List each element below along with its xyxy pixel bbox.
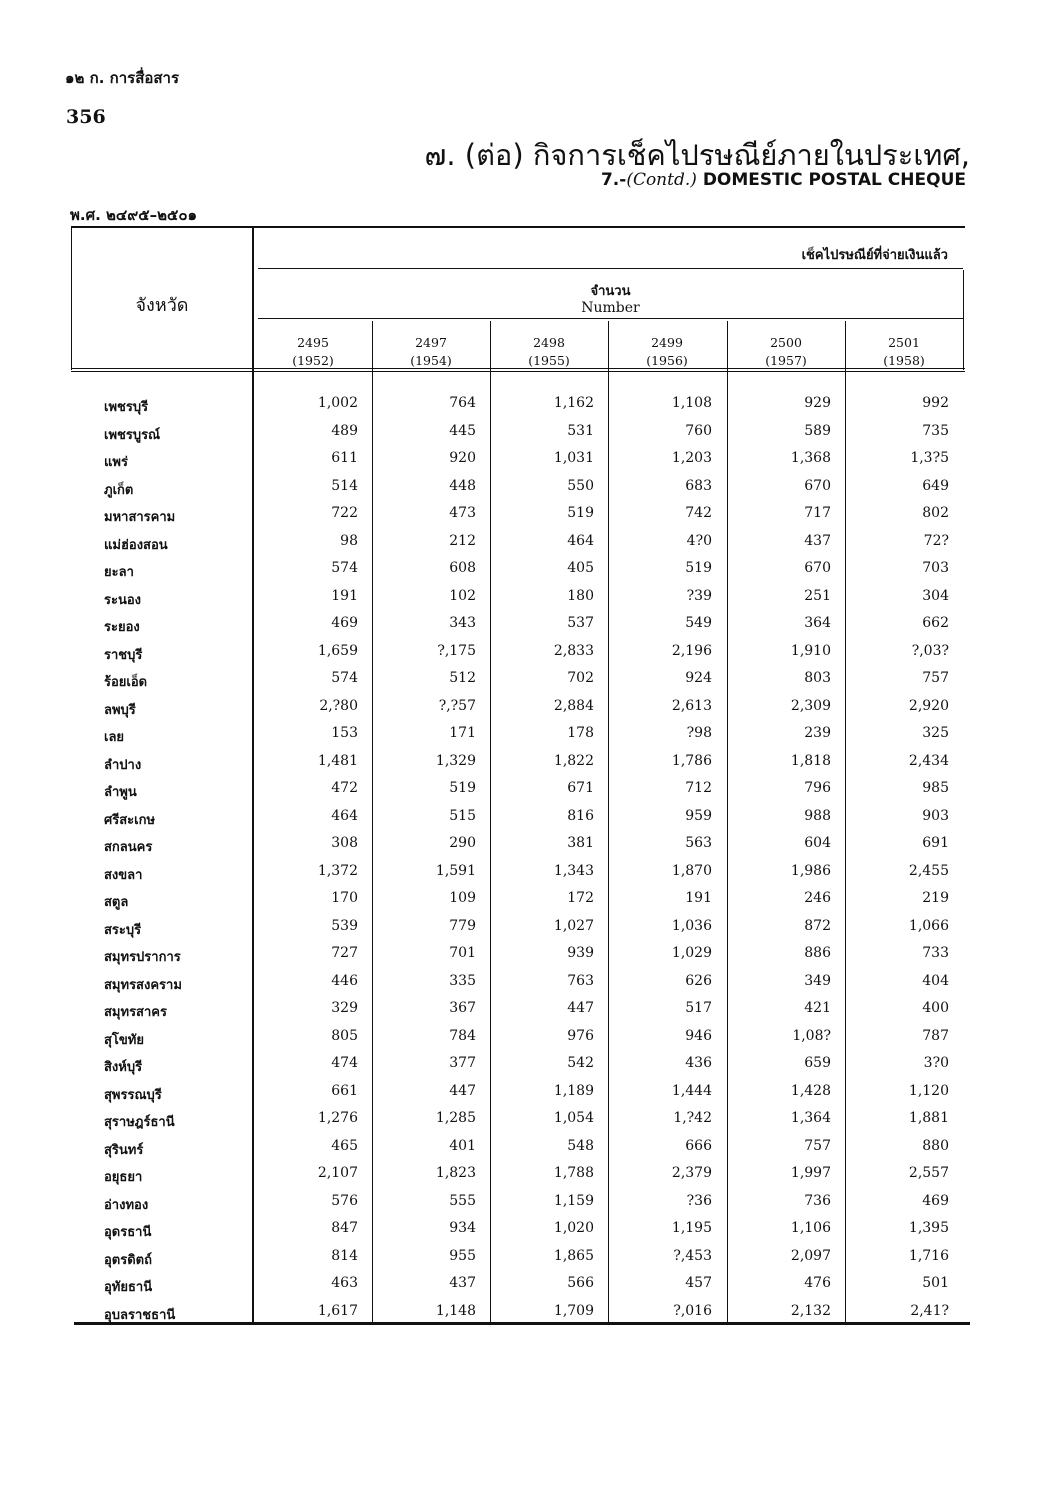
column-divider: [490, 321, 491, 1322]
table-title-english: [601, 170, 966, 190]
value-cell: 760: [685, 422, 712, 439]
value-cell: 1,870: [671, 862, 712, 879]
value-cell: 191: [331, 587, 358, 604]
value-cell: 239: [804, 725, 831, 741]
value-cell: 659: [804, 1055, 831, 1071]
value-cell: 191: [685, 890, 712, 906]
value-cell: 469: [331, 615, 358, 631]
value-cell: 421: [804, 1000, 831, 1016]
year-ce: (1956): [646, 353, 688, 368]
province-name: อ่างทอง: [104, 1197, 149, 1213]
value-cell: 219: [922, 890, 949, 906]
value-cell: 170: [331, 890, 358, 906]
value-cell: 1,195: [671, 1220, 712, 1236]
year-ce: (1958): [883, 353, 925, 368]
value-cell: 463: [331, 1275, 358, 1291]
value-cell: 2,557: [908, 1165, 949, 1181]
value-cell: 1,786: [671, 752, 712, 769]
value-cell: 251: [804, 587, 831, 604]
value-cell: 649: [922, 477, 949, 494]
value-cell: 290: [449, 835, 476, 851]
value-cell: 400: [922, 1000, 949, 1016]
province-name: สมุทรสงคราม: [104, 977, 182, 993]
province-name: ภูเก็ต: [104, 482, 134, 498]
value-cell: 626: [685, 972, 712, 989]
value-cell: 474: [331, 1055, 358, 1071]
value-cell: 2,41?: [910, 1302, 949, 1319]
value-cell: 1,395: [908, 1220, 949, 1236]
value-cell: 325: [922, 725, 949, 741]
value-cell: 1,881: [908, 1110, 949, 1126]
value-cell: 1,027: [553, 917, 594, 934]
province-name: อุบลราชธานี: [104, 1307, 176, 1323]
value-cell: 946: [685, 1027, 712, 1044]
year-header: [254, 334, 372, 370]
value-cell: 1,285: [435, 1110, 476, 1126]
value-cell: 172: [567, 890, 594, 906]
value-cell: 1,617: [317, 1302, 358, 1319]
value-cell: 367: [449, 1000, 476, 1016]
title-contd: (Contd.): [626, 170, 697, 190]
value-cell: 1,709: [553, 1302, 594, 1319]
value-cell: 1,788: [553, 1165, 594, 1181]
value-cell: 736: [804, 1192, 831, 1209]
value-cell: 1,031: [553, 450, 594, 466]
value-cell: ?39: [686, 587, 712, 604]
value-cell: 903: [922, 807, 949, 824]
province-name: ราชบุรี: [104, 647, 143, 663]
value-cell: 847: [331, 1220, 358, 1236]
province-name: สตูล: [104, 895, 129, 910]
value-cell: 437: [449, 1275, 476, 1291]
value-cell: 531: [567, 422, 594, 439]
value-cell: 1,364: [790, 1110, 831, 1126]
value-cell: 246: [804, 890, 831, 906]
value-cell: ?,?57: [438, 697, 476, 714]
value-cell: 1,716: [908, 1247, 949, 1264]
province-name: อุทัยธานี: [104, 1280, 153, 1295]
value-cell: 872: [804, 917, 831, 934]
province-name: มหาสารคาม: [104, 510, 176, 525]
value-cell: 2,833: [553, 642, 594, 659]
year-header: [727, 334, 845, 370]
value-cell: ?36: [686, 1192, 712, 1209]
value-cell: 98: [340, 532, 358, 549]
value-cell: 722: [331, 505, 358, 521]
value-cell: 446: [331, 972, 358, 989]
value-cell: 1,108: [671, 395, 712, 411]
year-ce: (1952): [292, 353, 334, 368]
value-cell: 604: [804, 835, 831, 851]
value-cell: 929: [804, 395, 831, 411]
value-cell: 985: [922, 780, 949, 796]
value-cell: 763: [567, 972, 594, 989]
value-cell: 920: [449, 450, 476, 466]
province-name: สมุทรปราการ: [104, 950, 181, 965]
value-cell: ?,016: [673, 1302, 712, 1319]
value-cell: 1,910: [790, 642, 831, 659]
value-cell: 548: [567, 1137, 594, 1154]
value-cell: 787: [922, 1027, 949, 1044]
province-name: สมุทรสาคร: [104, 1005, 167, 1020]
table-top-rule: [71, 226, 965, 228]
province-name: อุดรธานี: [104, 1225, 152, 1240]
value-cell: 472: [331, 780, 358, 796]
province-name: ระนอง: [104, 592, 142, 608]
value-cell: 670: [804, 560, 831, 576]
value-cell: 1,120: [908, 1082, 949, 1099]
value-cell: 1,368: [790, 450, 831, 466]
value-cell: 364: [804, 615, 831, 631]
value-cell: 2,379: [671, 1165, 712, 1181]
value-cell: 666: [685, 1137, 712, 1154]
value-cell: 447: [449, 1082, 476, 1099]
value-cell: 464: [331, 807, 358, 824]
value-cell: 2,196: [671, 642, 712, 659]
province-name: สิงห์บุรี: [104, 1060, 143, 1075]
value-cell: 489: [331, 422, 358, 439]
value-cell: 72?: [923, 532, 949, 549]
value-cell: 563: [685, 835, 712, 851]
province-name: ยะลา: [104, 565, 134, 580]
value-cell: 816: [567, 807, 594, 824]
value-cell: 703: [922, 560, 949, 576]
value-cell: 469: [922, 1192, 949, 1209]
value-cell: 2,434: [908, 752, 949, 769]
value-cell: 515: [449, 807, 476, 824]
value-cell: 784: [449, 1027, 476, 1044]
value-cell: 712: [685, 780, 712, 796]
year-be: 2499: [651, 335, 683, 350]
value-cell: 153: [331, 725, 358, 741]
number-header-thai: จำนวน: [590, 284, 631, 299]
period-label: พ.ศ. ๒๔๙๕–๒๕๐๑: [70, 206, 198, 224]
value-cell: 1,428: [790, 1082, 831, 1099]
year-be: 2501: [888, 335, 920, 350]
value-cell: 1,?42: [673, 1110, 712, 1126]
page-number: 356: [66, 106, 106, 128]
section-heading: ๑๒ ก. การสื่อสาร: [65, 69, 179, 87]
value-cell: 1,189: [553, 1082, 594, 1099]
value-cell: 742: [685, 505, 712, 521]
province-column-header: จังหวัด: [135, 295, 189, 316]
value-cell: 1,148: [435, 1302, 476, 1319]
value-cell: 1,997: [790, 1165, 831, 1181]
value-cell: 691: [922, 835, 949, 851]
year-be: 2497: [415, 335, 447, 350]
value-cell: 803: [804, 670, 831, 686]
value-cell: 670: [804, 477, 831, 494]
value-cell: 1,481: [317, 752, 358, 769]
value-cell: 733: [922, 945, 949, 961]
value-cell: 1,029: [671, 945, 712, 961]
value-cell: 779: [449, 917, 476, 934]
value-cell: 109: [449, 890, 476, 906]
value-cell: 436: [685, 1055, 712, 1071]
value-cell: 212: [449, 532, 476, 549]
value-cell: 611: [331, 450, 358, 466]
value-cell: 934: [449, 1220, 476, 1236]
value-cell: 501: [922, 1275, 949, 1291]
table-right-border: [963, 270, 964, 370]
value-cell: 381: [567, 835, 594, 851]
value-cell: 574: [331, 670, 358, 686]
value-cell: 2,455: [908, 862, 949, 879]
value-cell: 1,329: [435, 752, 476, 769]
column-divider: [372, 321, 373, 1322]
value-cell: ?98: [686, 725, 712, 741]
province-name: อุตรดิตถ์: [104, 1252, 152, 1268]
province-name: ศรีสะเกษ: [104, 812, 156, 828]
value-cell: 1,162: [553, 395, 594, 411]
value-cell: 574: [331, 560, 358, 576]
value-cell: 662: [922, 615, 949, 631]
value-cell: 401: [449, 1137, 476, 1154]
value-cell: 608: [449, 560, 476, 576]
value-cell: 304: [922, 587, 949, 604]
value-cell: 404: [922, 972, 949, 989]
value-cell: 457: [685, 1275, 712, 1291]
value-cell: 727: [331, 945, 358, 961]
value-cell: 1,020: [553, 1220, 594, 1236]
value-cell: 2,?80: [319, 697, 358, 714]
value-cell: 671: [567, 780, 594, 796]
value-cell: 1,036: [671, 917, 712, 934]
province-name: อยุธยา: [104, 1170, 143, 1185]
value-cell: 1,066: [908, 917, 949, 934]
value-cell: 1,054: [553, 1110, 594, 1126]
value-cell: 517: [685, 1000, 712, 1016]
value-cell: 514: [331, 477, 358, 494]
value-cell: 476: [804, 1275, 831, 1291]
value-cell: 4?0: [686, 532, 712, 549]
value-cell: 717: [804, 505, 831, 521]
year-header: [490, 334, 608, 370]
value-cell: 308: [331, 835, 358, 851]
value-cell: 1,818: [790, 752, 831, 769]
value-cell: 512: [449, 670, 476, 686]
value-cell: 464: [567, 532, 594, 549]
value-cell: 1,986: [790, 862, 831, 879]
value-cell: 1,659: [317, 642, 358, 659]
value-cell: 448: [449, 477, 476, 494]
column-divider: [845, 321, 846, 1322]
value-cell: 465: [331, 1137, 358, 1154]
value-cell: 1,3?5: [910, 450, 949, 466]
value-cell: 335: [449, 972, 476, 989]
value-cell: 539: [331, 917, 358, 934]
value-cell: 343: [449, 615, 476, 631]
value-cell: 2,884: [553, 697, 594, 714]
group-header-rule: [258, 268, 963, 269]
value-cell: 2,613: [671, 697, 712, 714]
year-ce: (1954): [410, 353, 452, 368]
province-name: แพร่: [104, 455, 128, 470]
value-cell: 880: [922, 1137, 949, 1154]
value-cell: 377: [449, 1055, 476, 1071]
value-cell: 757: [922, 670, 949, 686]
value-cell: 764: [449, 395, 476, 411]
year-header: [608, 334, 726, 370]
value-cell: 519: [449, 780, 476, 796]
value-cell: 473: [449, 505, 476, 521]
value-cell: ?,03?: [911, 642, 949, 659]
value-cell: 2,920: [908, 697, 949, 714]
value-cell: 519: [567, 505, 594, 521]
value-cell: 683: [685, 477, 712, 494]
value-cell: 796: [804, 780, 831, 796]
province-name: ลพบุรี: [104, 702, 136, 718]
value-cell: 939: [567, 945, 594, 961]
province-name: สงขลา: [104, 867, 143, 883]
value-cell: 447: [567, 1000, 594, 1016]
value-cell: 405: [567, 560, 594, 576]
value-cell: 549: [685, 615, 712, 631]
value-cell: 1,444: [671, 1082, 712, 1099]
province-name: สุพรรณบุรี: [104, 1087, 162, 1103]
value-cell: 542: [567, 1055, 594, 1071]
value-cell: 180: [567, 587, 594, 604]
province-name: สุรินทร์: [104, 1142, 144, 1158]
value-cell: 589: [804, 422, 831, 439]
number-header-english: Number: [581, 300, 640, 316]
value-cell: 814: [331, 1247, 358, 1264]
province-name: ระยอง: [104, 620, 140, 635]
province-name: แม่ฮ่องสอน: [104, 537, 168, 553]
year-ce: (1955): [528, 353, 570, 368]
value-cell: 445: [449, 422, 476, 439]
province-name: สกลนคร: [104, 840, 153, 855]
year-be: 2500: [770, 335, 802, 350]
value-cell: 2,309: [790, 697, 831, 714]
value-cell: 1,106: [790, 1220, 831, 1236]
header-separator-2: [71, 371, 965, 372]
value-cell: 1,591: [435, 862, 476, 879]
value-cell: 2,107: [317, 1165, 358, 1181]
value-cell: 802: [922, 505, 949, 521]
value-cell: 1,343: [553, 862, 594, 879]
value-cell: 576: [331, 1192, 358, 1209]
province-name: สุโขทัย: [104, 1032, 144, 1048]
province-column-border: [252, 226, 254, 1324]
value-cell: 976: [567, 1027, 594, 1044]
year-be: 2495: [297, 335, 329, 350]
value-cell: 3?0: [923, 1055, 949, 1071]
value-cell: ?,453: [673, 1247, 712, 1264]
table-title-thai: ๗. (ต่อ) กิจการเช็คไปรษณีย์ภายในประเทศ,: [424, 138, 970, 172]
value-cell: 702: [567, 670, 594, 686]
value-cell: 171: [449, 725, 476, 741]
province-name: เลย: [104, 730, 125, 745]
value-cell: 1,159: [553, 1192, 594, 1209]
value-cell: 566: [567, 1275, 594, 1291]
number-header-rule: [258, 318, 963, 319]
value-cell: 1,203: [671, 450, 712, 466]
value-cell: 1,865: [553, 1247, 594, 1264]
value-cell: 1,002: [317, 395, 358, 411]
value-cell: 537: [567, 615, 594, 631]
province-name: สระบุรี: [104, 922, 142, 938]
province-name: ลำพูน: [104, 785, 137, 800]
value-cell: 992: [922, 395, 949, 411]
table-bottom-rule: [74, 1322, 970, 1325]
value-cell: 1,823: [435, 1165, 476, 1181]
group-header: เช็คไปรษณีย์ที่จ่ายเงินแล้ว: [801, 248, 948, 263]
value-cell: 329: [331, 1000, 358, 1016]
value-cell: 886: [804, 945, 831, 961]
value-cell: 555: [449, 1192, 476, 1209]
value-cell: 349: [804, 972, 831, 989]
value-cell: 805: [331, 1027, 358, 1044]
value-cell: ?,175: [437, 642, 476, 659]
year-ce: (1957): [765, 353, 807, 368]
value-cell: 924: [685, 670, 712, 686]
value-cell: 2,097: [790, 1247, 831, 1264]
value-cell: 519: [685, 560, 712, 576]
year-header: [372, 334, 490, 370]
value-cell: 178: [567, 725, 594, 741]
title-prefix: 7.-: [600, 170, 627, 190]
value-cell: 437: [804, 532, 831, 549]
province-name: เพชรบุรี: [104, 400, 149, 415]
value-cell: 955: [449, 1247, 476, 1264]
value-cell: 102: [449, 587, 476, 604]
value-cell: 2,132: [790, 1302, 831, 1319]
value-cell: 959: [685, 807, 712, 824]
column-divider: [608, 321, 609, 1322]
province-name: ร้อยเอ็ด: [104, 675, 148, 690]
column-divider: [727, 321, 728, 1322]
year-be: 2498: [533, 335, 565, 350]
value-cell: 1,08?: [792, 1027, 831, 1044]
value-cell: 550: [567, 477, 594, 494]
value-cell: 701: [449, 945, 476, 961]
value-cell: 988: [804, 807, 831, 824]
value-cell: 735: [922, 422, 949, 439]
province-name: เพชรบูรณ์: [104, 427, 161, 443]
value-cell: 1,276: [317, 1110, 358, 1126]
province-name: ลำปาง: [104, 757, 142, 773]
title-main: DOMESTIC POSTAL CHEQUE: [702, 170, 966, 190]
province-name: สุราษฎร์ธานี: [104, 1115, 175, 1130]
year-header: [845, 334, 963, 370]
value-cell: 661: [331, 1082, 358, 1099]
value-cell: 757: [804, 1137, 831, 1154]
value-cell: 1,372: [317, 862, 358, 879]
value-cell: 1,822: [553, 752, 594, 769]
